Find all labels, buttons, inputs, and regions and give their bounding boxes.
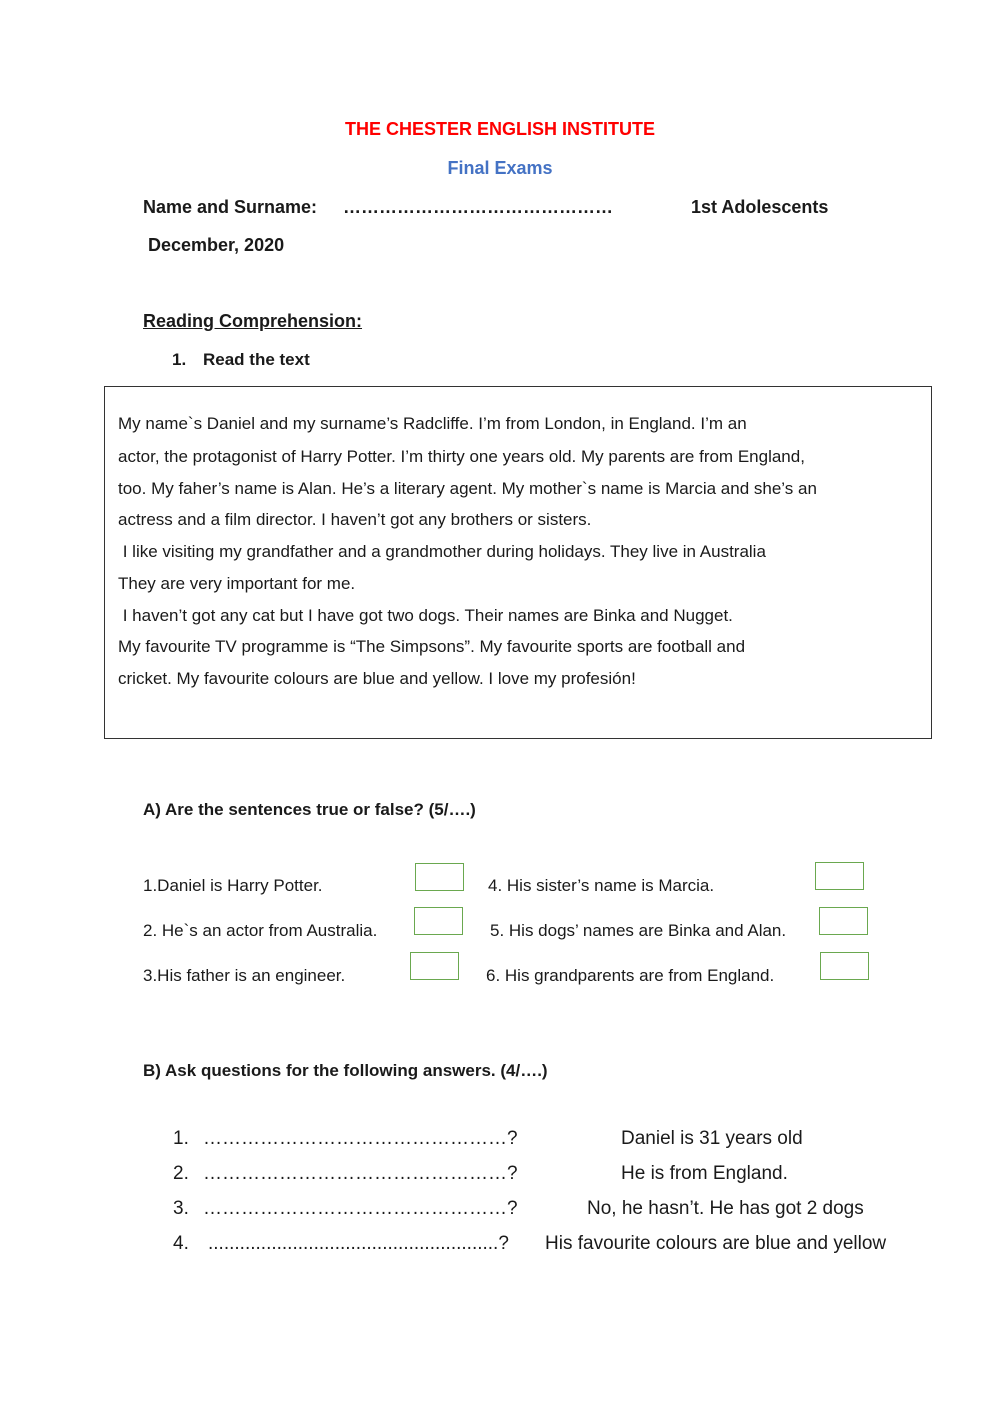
question-blank[interactable]: …………………………………………?: [203, 1198, 518, 1219]
true-false-answer-box[interactable]: [820, 952, 869, 980]
true-false-answer-box[interactable]: [414, 907, 463, 935]
reading-line: actor, the protagonist of Harry Potter. I’m thirty one years old. My parents are from England,: [118, 447, 805, 466]
question-answer: Daniel is 31 years old: [621, 1128, 803, 1149]
question-number: 4.: [173, 1233, 189, 1254]
true-false-statement: 1.Daniel is Harry Potter.: [143, 876, 323, 895]
name-surname-field[interactable]: ………………………………………: [343, 197, 613, 217]
task-number: 1.: [172, 350, 187, 369]
true-false-answer-box[interactable]: [415, 863, 464, 891]
section-b-heading: B) Ask questions for the following answers. (4/….): [143, 1061, 548, 1080]
true-false-answer-box[interactable]: [410, 952, 459, 980]
task-instruction: Read the text: [203, 350, 310, 369]
question-blank[interactable]: …………………………………………?: [203, 1128, 518, 1149]
reading-line: cricket. My favourite colours are blue and yellow. I love my profesión!: [118, 669, 636, 688]
question-answer: He is from England.: [621, 1163, 788, 1184]
question-answer: His favourite colours are blue and yellow: [545, 1233, 887, 1254]
exam-subtitle: Final Exams: [447, 158, 553, 178]
true-false-answer-box[interactable]: [815, 862, 864, 890]
reading-line: I haven’t got any cat but I have got two dogs. Their names are Binka and Nugget.: [118, 606, 733, 625]
question-number: 1.: [173, 1128, 189, 1149]
reading-line: They are very important for me.: [118, 574, 356, 593]
reading-comprehension-heading: Reading Comprehension:: [143, 311, 363, 331]
level-label: 1st Adolescents: [691, 197, 829, 217]
true-false-statement: 3.His father is an engineer.: [143, 966, 346, 985]
question-blank[interactable]: .......................................................?: [208, 1233, 509, 1254]
true-false-answer-box[interactable]: [819, 907, 868, 935]
reading-line: too. My faher’s name is Alan. He’s a literary agent. My mother`s name is Marcia and she’s an: [118, 479, 817, 498]
true-false-statement: 4. His sister’s name is Marcia.: [488, 876, 715, 895]
true-false-statement: 2. He`s an actor from Australia.: [143, 921, 378, 940]
reading-line: My favourite TV programme is “The Simpsons”. My favourite sports are football and: [118, 637, 746, 656]
question-number: 2.: [173, 1163, 189, 1184]
true-false-statement: 5. His dogs’ names are Binka and Alan.: [490, 921, 787, 940]
reading-line: I like visiting my grandfather and a grandmother during holidays. They live in Australia: [118, 542, 766, 561]
question-answer: No, he hasn’t. He has got 2 dogs: [587, 1198, 864, 1219]
question-blank[interactable]: …………………………………………?: [203, 1163, 518, 1184]
name-surname-label: Name and Surname:: [143, 197, 318, 217]
section-a-heading: A) Are the sentences true or false? (5/….): [143, 800, 476, 819]
question-number: 3.: [173, 1198, 189, 1219]
true-false-statement: 6. His grandparents are from England.: [486, 966, 775, 985]
institute-title: THE CHESTER ENGLISH INSTITUTE: [344, 119, 656, 139]
reading-line: actress and a film director. I haven’t got any brothers or sisters.: [118, 510, 592, 529]
exam-date: December, 2020: [148, 235, 285, 255]
reading-line: My name`s Daniel and my surname’s Radcliffe. I’m from London, in England. I’m an: [118, 414, 747, 433]
